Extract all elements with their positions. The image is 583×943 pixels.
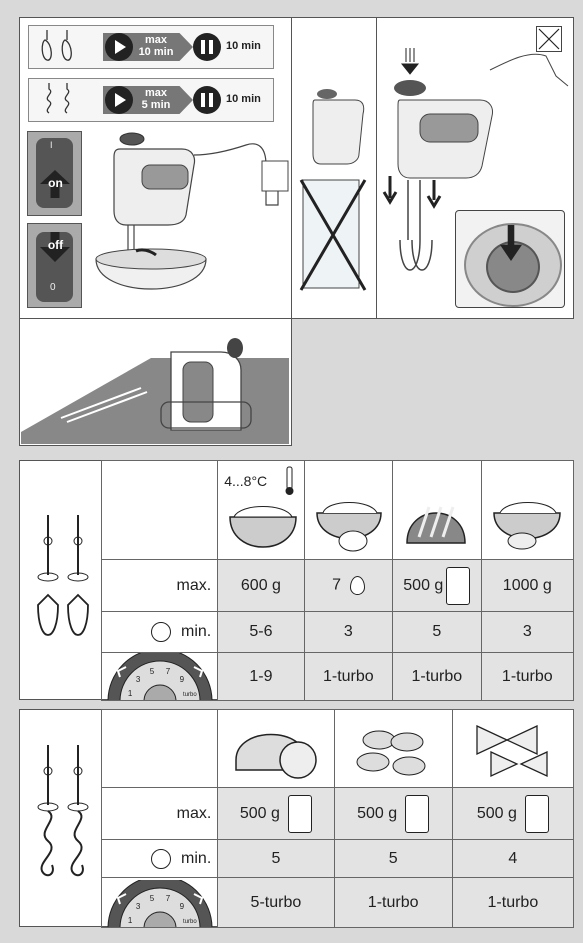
pause-icon	[193, 86, 221, 114]
min-label: min.	[181, 849, 212, 867]
max-egg-cell	[304, 560, 392, 612]
speed-cell: 5-turbo	[218, 878, 334, 928]
max-row-label: max.	[102, 560, 218, 612]
dial-number: 7	[165, 667, 171, 677]
egg-white-bowl-icon	[315, 495, 385, 553]
cream-cell	[218, 461, 304, 560]
time-cell: 5	[218, 840, 334, 878]
dial-number: 9	[179, 675, 185, 685]
time-cell: 4	[452, 840, 573, 878]
dial-number: 5	[149, 894, 155, 904]
max-value: 500 g	[357, 804, 398, 822]
max-flour-cell	[218, 788, 334, 840]
pasta-cell	[452, 710, 573, 788]
min-row-label	[102, 612, 218, 653]
max-flour-cell	[452, 788, 573, 840]
max-value: 7	[332, 576, 342, 594]
cake-mould-cell	[393, 461, 481, 560]
time-cell: 3	[304, 612, 392, 653]
egg-icon	[350, 576, 365, 595]
beaters-icon	[37, 28, 87, 66]
dough-hooks-icon	[28, 735, 98, 895]
thermometer-icon	[280, 465, 300, 497]
pause-time: 10 min	[226, 93, 261, 105]
usage-time-dough-hooks	[28, 78, 274, 122]
min-label: min.	[180, 623, 212, 641]
flour-bag-icon	[288, 795, 312, 833]
storage-illustration	[21, 322, 289, 444]
mashed-potato-bowl-icon	[492, 495, 564, 553]
eject-button-detail	[455, 210, 565, 308]
cookie-cell	[334, 710, 452, 788]
dial-number: turbo	[183, 692, 197, 698]
pause-time: 10 min	[226, 40, 261, 52]
switch-on-box	[27, 131, 82, 216]
switch-label: off	[47, 238, 64, 252]
time-cell: 5-6	[218, 612, 304, 653]
mixer-in-bowl-illustration	[86, 125, 290, 315]
speed-table-dough-hooks	[101, 709, 574, 928]
usage-time-beaters	[28, 25, 274, 69]
dial-number: turbo	[183, 919, 197, 925]
dial-number: 9	[179, 902, 185, 912]
max-value: 500 g	[403, 576, 444, 594]
dial-number: 7	[165, 894, 171, 904]
time-cell: 3	[481, 612, 573, 653]
bread-cell	[218, 710, 334, 788]
max-cell: 1000 g	[481, 560, 573, 612]
do-not-use-in-beaker-illustration	[293, 80, 375, 310]
clock-icon	[151, 849, 171, 869]
flour-bag-icon	[446, 567, 470, 605]
beaters-released	[394, 180, 434, 285]
max-label: max	[144, 34, 168, 46]
time-cell: 5	[334, 840, 452, 878]
speed-cell: 1-turbo	[304, 653, 392, 701]
switch-label: on	[48, 176, 63, 190]
speed-dial-cell	[102, 878, 218, 928]
no-dishwasher-icon	[536, 26, 562, 52]
speed-cell: 1-9	[218, 653, 304, 701]
divider	[376, 17, 377, 319]
max-value: 500 g	[476, 804, 517, 822]
divider	[291, 17, 292, 319]
beaters-icon	[28, 505, 98, 665]
speed-dial-cell	[102, 653, 218, 701]
cookies-icon	[353, 720, 435, 780]
speed-dial-icon	[104, 880, 216, 928]
switch-off-box	[27, 223, 82, 308]
time-cell: 5	[393, 612, 481, 653]
max-label: max	[144, 87, 168, 99]
dial-number: 5	[149, 667, 155, 677]
temperature-label: 4...8°C	[224, 473, 268, 489]
clock-icon	[151, 622, 171, 642]
max-flour-cell	[334, 788, 452, 840]
pause-icon	[193, 33, 221, 61]
dough-hooks-icon	[37, 81, 87, 119]
flour-bag-icon	[525, 795, 549, 833]
max-value: 500 g	[239, 804, 280, 822]
max-flour-cell	[393, 560, 481, 612]
speed-table-beaters	[101, 460, 574, 701]
switch-mark: I	[50, 140, 53, 150]
dial-number: 1	[127, 916, 133, 925]
speed-dial-icon	[104, 653, 216, 701]
dial-number: 3	[135, 675, 141, 685]
farfalle-icon	[471, 718, 557, 782]
speed-cell: 1-turbo	[481, 653, 573, 701]
mashed-potato-cell	[481, 461, 573, 560]
speed-cell: 1-turbo	[393, 653, 481, 701]
switch-mark: 0	[50, 282, 56, 293]
max-row-label: max.	[102, 788, 218, 840]
speed-cell: 1-turbo	[452, 878, 573, 928]
flour-bag-icon	[405, 795, 429, 833]
egg-white-cell	[304, 461, 392, 560]
dial-number: 1	[127, 689, 133, 698]
dial-number: 3	[135, 902, 141, 912]
bundt-cake-icon	[403, 497, 469, 549]
whipped-cream-bowl-icon	[226, 501, 300, 551]
speed-cell: 1-turbo	[334, 878, 452, 928]
bread-icon	[232, 720, 322, 780]
max-cell: 600 g	[218, 560, 304, 612]
max-time: 10 min	[138, 46, 174, 58]
min-row-label	[102, 840, 218, 878]
max-time: 5 min	[141, 99, 171, 111]
